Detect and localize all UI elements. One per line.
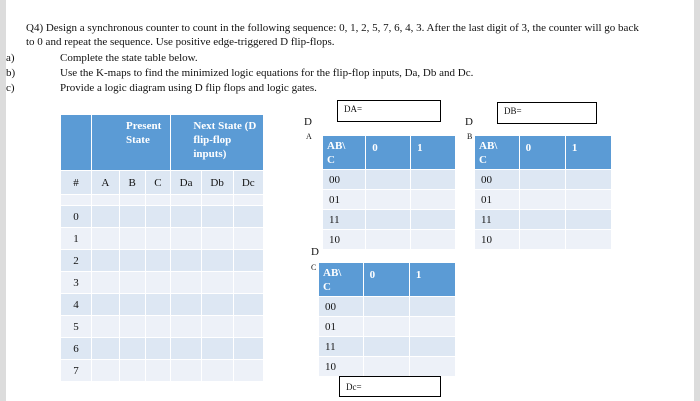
kmap-da-side-d: D [304, 116, 312, 128]
kmap-dc-side-c: C [311, 263, 317, 272]
table-row: 6 [61, 338, 92, 360]
kmap-dc-side-d: D [311, 246, 319, 258]
kmap-db-corner: AB\ C [475, 136, 520, 170]
kmap-dc-corner: AB\ C [319, 263, 364, 297]
col-db: Db [201, 171, 233, 195]
col-hash: # [61, 171, 92, 195]
kmap-da-side-a: A [306, 132, 312, 141]
col-c: C [145, 171, 171, 195]
kmap-db-side-b: B [467, 132, 473, 141]
table-row: 5 [61, 316, 92, 338]
question-line-1: Q4) Design a synchronous counter to count in the following sequence: 0, 1, 2, 5, 7, 6, 4, 3. After the last digit of 3, the counter will go back [26, 22, 639, 34]
col-a: A [92, 171, 120, 195]
kmap-da-equation-box[interactable]: DA= [337, 100, 441, 122]
right-frame [694, 0, 700, 401]
part-a-label: a) [6, 52, 15, 64]
table-row: 3 [61, 272, 92, 294]
table-row: 2 [61, 250, 92, 272]
kmap-db: AB\ C 0 1 00 01 11 10 [474, 135, 612, 250]
next-state-header: Next State (D flip-flop inputs) [171, 115, 264, 171]
kmap-dc-equation-box[interactable]: Dc= [339, 376, 441, 397]
kmap-da-corner: AB\ C [323, 136, 366, 170]
question-line-2: to 0 and repeat the sequence. Use positive edge-triggered D flip-flops. [26, 36, 335, 48]
present-state-header: Present State [92, 115, 171, 171]
table-row: 7 [61, 360, 92, 382]
kmap-db-equation-box[interactable]: DB= [497, 102, 597, 124]
table-row: 1 [61, 228, 92, 250]
part-c-label: c) [6, 82, 15, 94]
part-b-text: Use the K-maps to find the minimized logic equations for the flip-flop inputs, Da, Db and Dc. [60, 67, 474, 79]
kmap-dc: AB\ C 0 1 00 01 11 10 [318, 262, 456, 377]
kmap-db-side-d: D [465, 116, 473, 128]
part-c-text: Provide a logic diagram using D flip flops and logic gates. [60, 82, 317, 94]
part-b-label: b) [6, 67, 16, 79]
col-da: Da [171, 171, 201, 195]
state-table [60, 114, 264, 382]
kmap-da: AB\ C 0 1 00 01 11 10 [322, 135, 456, 250]
col-b: B [119, 171, 145, 195]
col-dc: Dc [233, 171, 263, 195]
table-row: 0 [61, 206, 92, 228]
part-a-text: Complete the state table below. [60, 52, 198, 64]
table-row: 4 [61, 294, 92, 316]
